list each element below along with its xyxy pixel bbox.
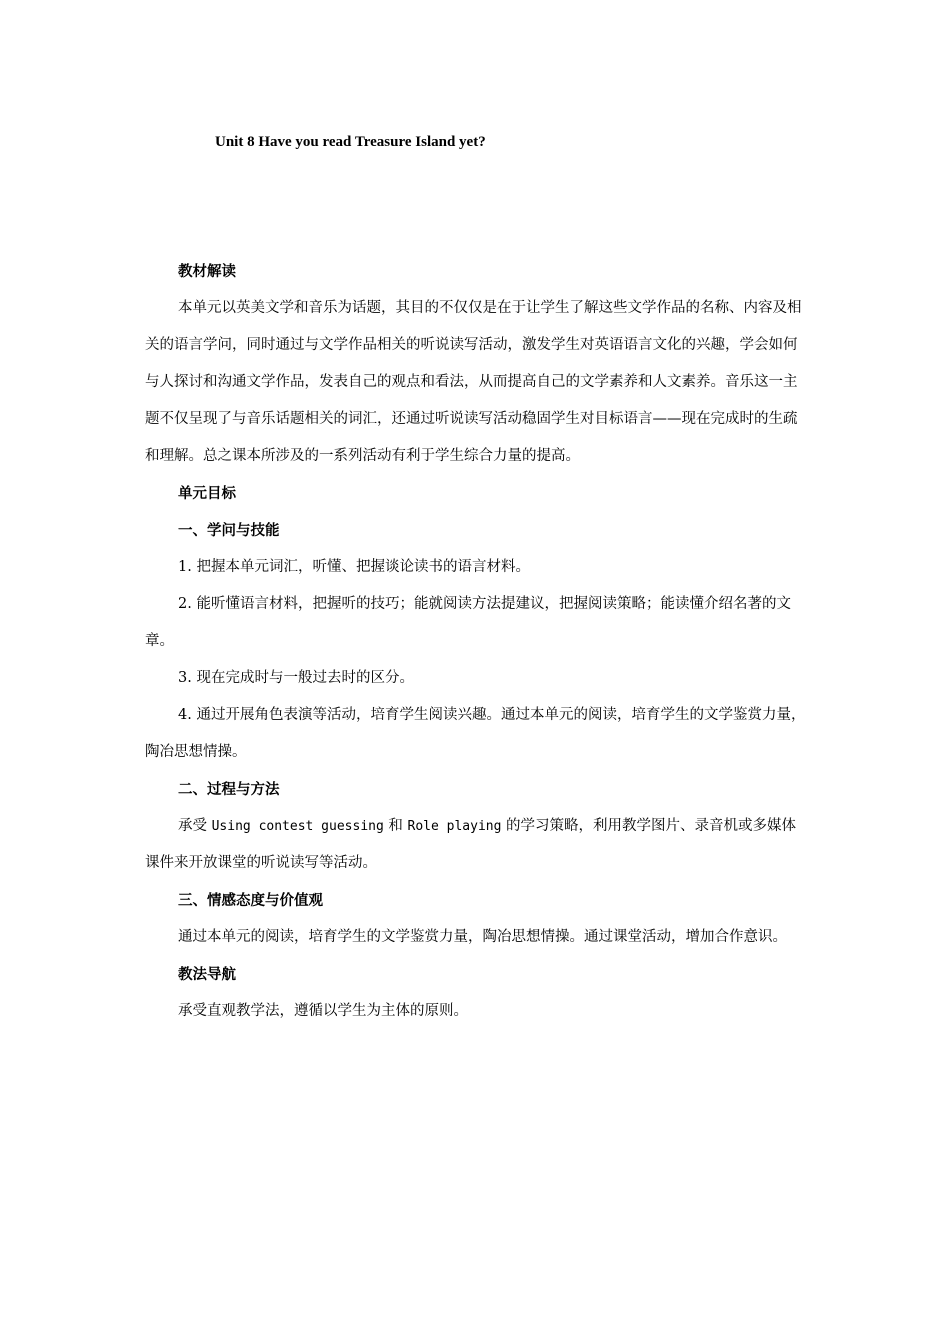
subsection-heading-attitudes-values: 三、情感态度与价值观 <box>178 892 323 909</box>
section-heading-unit-goals: 单元目标 <box>178 485 236 502</box>
section-heading-teaching-methods: 教法导航 <box>178 966 236 983</box>
subsection-heading-knowledge-skills: 一、学问与技能 <box>178 522 280 539</box>
process-methods-paragraph <box>145 808 810 882</box>
goal-item-4: 4. 通过开展角色表演等活动，培育学生阅读兴趣。通过本单元的阅读，培育学生的文学鉴赏力量，陶冶思想情操。 <box>145 707 806 760</box>
subsection-heading-process-methods: 二、过程与方法 <box>178 781 280 798</box>
document-title: Unit 8 Have you read Treasure Island yet? <box>215 134 486 150</box>
document-body <box>145 253 810 1030</box>
teaching-material-paragraph: 本单元以英美文学和音乐为话题，其目的不仅仅是在于让学生了解这些文学作品的名称、内容及相关的语言学问，同时通过与文学作品相关的听说读写活动，激发学生对英语语言文化的兴趣，学会如何与人探讨和沟通文学作品，发表自己的观点和看法，从而提高自己的文学素养和人文素养。音乐这一主题不仅呈现了与音乐话题相关的词汇，还通过听说读写活动稳固学生对目标语言——现在完成时的生疏和理解。总之课本所涉及的一系列活动有利于学生综合力量的提高。 <box>145 300 802 464</box>
section-heading-teaching-material: 教材解读 <box>178 263 236 280</box>
goal-item-1: 1. 把握本单元词汇，听懂、把握谈论读书的语言材料。 <box>178 559 530 575</box>
process-text-mid: 和 <box>383 818 408 834</box>
process-text-before: 承受 <box>178 818 212 834</box>
teaching-methods-paragraph: 承受直观教学法，遵循以学生为主体的原则。 <box>178 1003 468 1019</box>
process-text-after: 的学习策略，利用教学图片、录音机或多媒体课件来开放课堂的听说读写等活动。 <box>145 818 797 871</box>
goal-item-3: 3. 现在完成时与一般过去时的区分。 <box>178 670 414 686</box>
goal-item-2: 2. 能听懂语言材料，把握听的技巧；能就阅读方法提建议，把握阅读策略；能读懂介绍名著的文章。 <box>145 596 791 649</box>
process-term-contest-guessing: Using contest guessing <box>211 819 384 834</box>
process-term-role-playing: Role playing <box>407 819 502 834</box>
attitudes-values-paragraph: 通过本单元的阅读，培育学生的文学鉴赏力量，陶冶思想情操。通过课堂活动，增加合作意识。 <box>178 929 787 945</box>
